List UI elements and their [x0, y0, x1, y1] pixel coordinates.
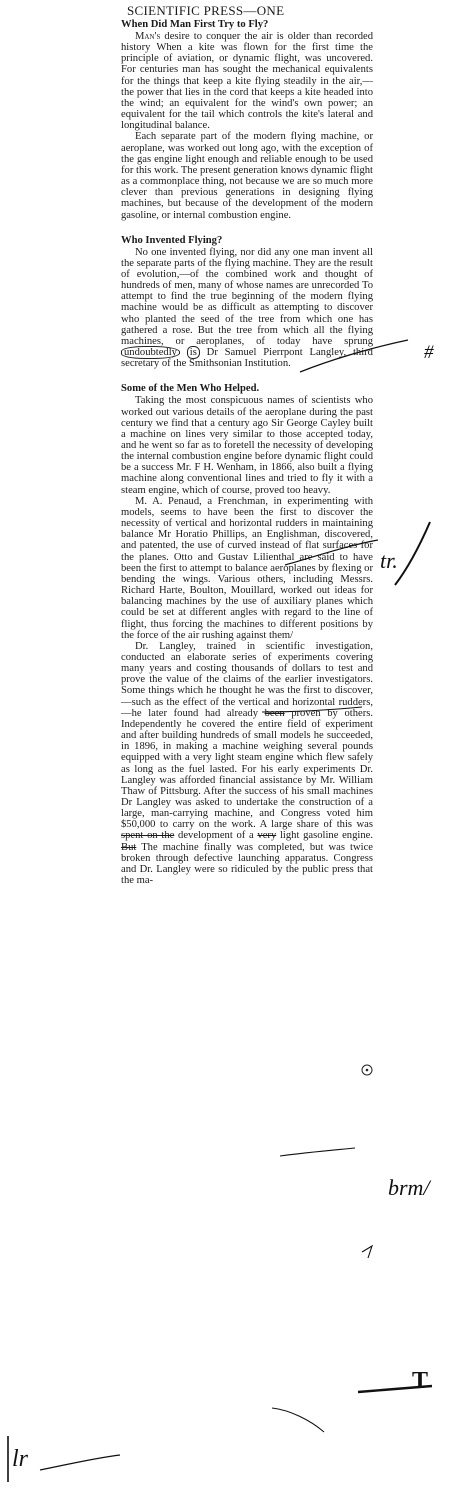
paragraph: Taking the most conspicuous names of scientists who worked out various details of the aeroplane during the past century we find that a century ago Sir George Cayley built a machine on lines very similar to those accepted today, and he went so far as to foretell the necessity of developing the internal combustion engine before dynamic flight could be a success Mr. F H. Wenham, in 1866, also built a flying machine along conventional lines and tried to fly it with a steam engine, which of course, proved too heavy.	[121, 395, 373, 496]
proof-stroke	[40, 1455, 120, 1470]
circled-word: is	[187, 346, 200, 359]
proof-mark-roman: brm/	[388, 1175, 430, 1200]
section-heading-men-who-helped: Some of the Men Who Helped.	[121, 383, 260, 395]
struck-word: But	[121, 841, 137, 853]
paragraph-text: Dr. Langley, trained in scientific investigation, conducted an elaborate series of experiments covering many years and costing thousands of dollars to test and prove the value of the claims of the earlier investigators. Some things which he thought he was the first to discover,—such as the effect of the vertical and horizontal rudders,—he later found had already	[121, 640, 373, 719]
proof-mark-space: #	[424, 342, 434, 363]
paragraph	[121, 247, 373, 370]
paragraph-text: desire to conquer the air is older than recorded history When a kite was flown for the first time the principle of aviation, or dynamic flight, was uncovered. For centuries man has sought the mechanical equivalents for the things that keep a kite flying steadily in the air,—the power that lies in the cord that keeps a kite headed into the wind; an equivalent for the wind's own power; an equivalent for the tail which controls the kite's lateral and longitudinal balance.	[121, 31, 373, 132]
proof-mark-transpose: tr.	[380, 548, 398, 573]
paragraph-text: proven by others. Independently he covered the entire field of experiment and after building hundreds of small models he succeeded, in 1896, in making a machine weighing several pounds equipped with a very light steam engine which flew safely as long as the fuel lasted. For his early experiments Dr. Langley was afforded financial assistance by Mr. William Thaw of Pittsburg. After the success of his small machines Dr Langley was asked to undertake the construction of a large, man-carrying machine, and Congress voted him $50,000 to carry on the work. A large share of this was	[121, 707, 373, 831]
proof-caret	[362, 1246, 372, 1258]
paragraph-text: Dr Samuel Pierrpont Langley, third secretary of the Smithsonian Institution.	[121, 347, 373, 370]
circled-word: undoubtedly	[121, 346, 180, 359]
paragraph-text: development of a	[174, 830, 258, 842]
struck-word: very	[257, 830, 277, 842]
section-heading-when-did-man-fly: When Did Man First Try to Fly?	[121, 19, 269, 30]
paragraph: Each separate part of the modern flying machine, or aeroplane, was worked out long ago, with the exception of the gas engine light enough and reliable enough to be used for this work. The present generation knows dynamic flight as a commonplace thing, not because we are so much more clever than previous generations in designing flying machines, but because of the development of the modern gasoline, or internal combustion engine.	[121, 131, 373, 221]
spacer	[121, 221, 373, 235]
proof-circle-mark	[362, 1065, 372, 1075]
proof-mark-t: T	[412, 1368, 429, 1394]
drop-word: Man's	[135, 31, 161, 42]
proof-stroke	[272, 1408, 324, 1432]
paragraph	[121, 641, 373, 886]
proof-stroke	[395, 522, 430, 585]
paragraph	[121, 31, 373, 131]
proof-mark-lr: lr	[12, 1446, 29, 1472]
proof-stroke	[280, 1148, 355, 1156]
struck-word: spent on the	[121, 830, 175, 842]
proof-circle-dot	[366, 1069, 369, 1072]
article-column	[121, 4, 373, 886]
spacer	[121, 369, 373, 383]
running-head: SCIENTIFIC PRESS—ONE	[127, 3, 285, 18]
section-heading-who-invented-flying: Who Invented Flying?	[121, 234, 223, 246]
paragraph-text: light gasoline engine.	[276, 830, 373, 842]
paragraph-text: The machine finally was completed, but was twice broken through defective launching apparatus. Congress and Dr. Langley were so ridiculed by the public press that the ma-	[121, 841, 373, 887]
paragraph: M. A. Penaud, a Frenchman, in experimenting with models, seems to have been the first to discover the necessity of vertical and horizontal rudders in maintaining balance Mr Horatio Phillips, an Englishman, discovered, and patented, the use of curved instead of flat surfaces for the planes. Otto and Gustav Lilienthal are said to have been the first to attempt to balance aeroplanes by flexing or bending the wings. Various others, including Messrs. Richard Harte, Boulton, Mouillard, worked out ideas for balancing machines by the use of auxiliary planes which could be set at different angles with regard to the line of flight, thus forcing the machines to different positions by the force of the air rushing against them/	[121, 495, 373, 641]
struck-word: been	[264, 707, 285, 719]
paragraph-text: No one invented flying, nor did any one man invent all the separate parts of the flying machine. They are the result of evolution,—of the combined work and thought of hundreds of men, many of whose names are unrecorded To attempt to find the true beginning of the modern flying machine would be as difficult as attempting to discover who planted the seed of the tree from which one has gathered a rose. But the tree from which all the flying machines, or aeroplanes, of today have sprung	[121, 246, 373, 347]
